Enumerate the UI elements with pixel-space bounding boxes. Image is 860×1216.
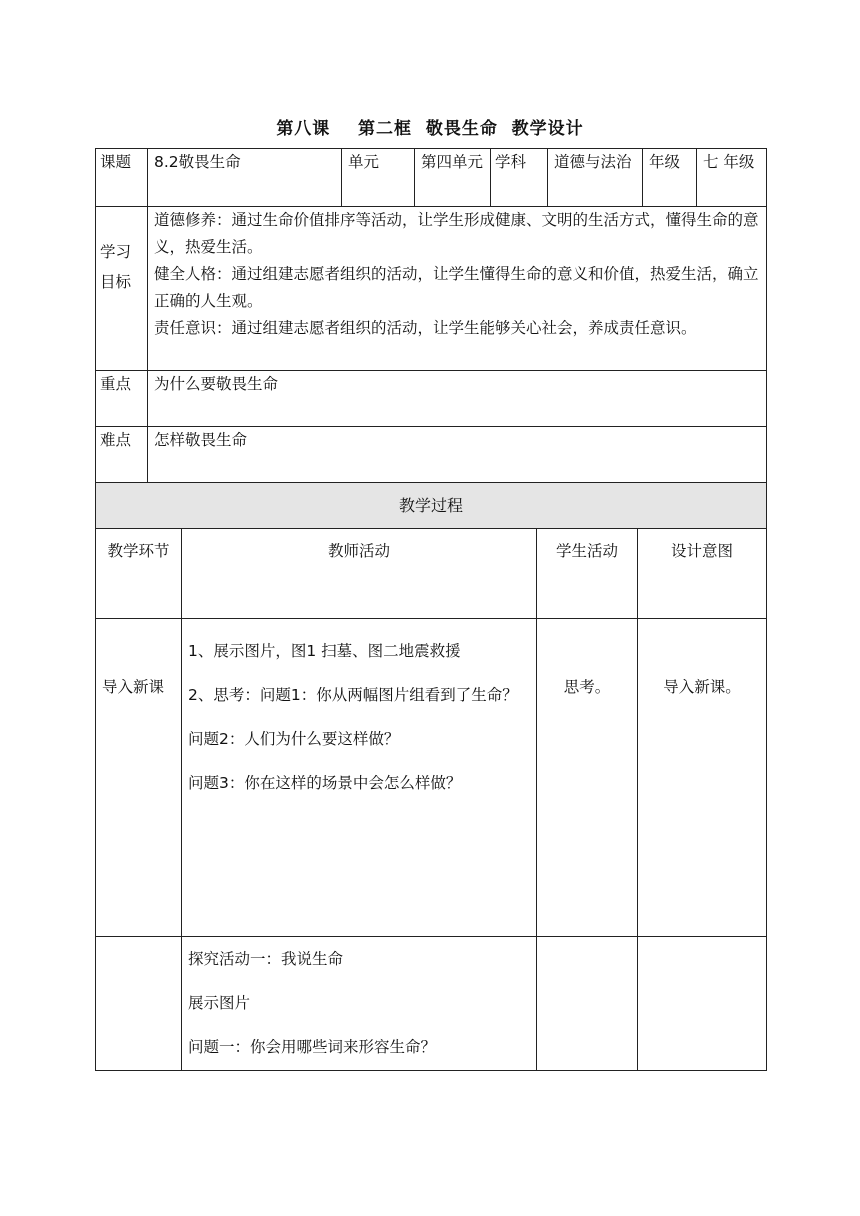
teacher-line: 1、展示图片，图1 扫墓、图二地震救援 bbox=[188, 642, 461, 660]
student-activity-cell bbox=[537, 937, 638, 1071]
teaching-process-table bbox=[95, 482, 767, 1071]
column-header-stage: 教学环节 bbox=[96, 529, 182, 619]
teacher-line: 问题3：你在这样的场景中会怎么样做？ bbox=[188, 774, 462, 792]
goals-content bbox=[148, 207, 767, 371]
teacher-activity-cell bbox=[182, 937, 537, 1071]
process-header: 教学过程 bbox=[96, 483, 767, 529]
teacher-line: 问题2：人们为什么要这样做？ bbox=[188, 730, 400, 748]
column-header-intent: 设计意图 bbox=[638, 529, 767, 619]
stage-cell: 导入新课 bbox=[96, 619, 182, 937]
teacher-line: 展示图片 bbox=[188, 994, 251, 1012]
goals-label: 学习目标 bbox=[96, 207, 148, 371]
goal-line: 健全人格：通过组建志愿者组织的活动，让学生懂得生命的意义和价值，热爱生活，确立正确的人生观。 bbox=[154, 265, 759, 310]
student-activity-cell: 思考。 bbox=[537, 619, 638, 937]
subject-value: 道德与法治 bbox=[548, 149, 643, 207]
grade-value: 七 年级 bbox=[697, 149, 767, 207]
unit-label: 单元 bbox=[342, 149, 415, 207]
column-header-teacher: 教师活动 bbox=[182, 529, 537, 619]
difficulty-label: 难点 bbox=[96, 427, 148, 483]
grade-label: 年级 bbox=[643, 149, 697, 207]
lesson-info-table bbox=[95, 148, 767, 483]
topic-label: 课题 bbox=[96, 149, 148, 207]
column-header-student: 学生活动 bbox=[537, 529, 638, 619]
goal-line: 道德修养：通过生命价值排序等活动，让学生形成健康、文明的生活方式，懂得生命的意义，热爱生活。 bbox=[154, 211, 759, 256]
stage-cell bbox=[96, 937, 182, 1071]
subject-label: 学科 bbox=[491, 149, 548, 207]
document-title: 第八课 第二框 敬畏生命 教学设计 bbox=[276, 119, 584, 139]
goal-line: 责任意识：通过组建志愿者组织的活动，让学生能够关心社会，养成责任意识。 bbox=[154, 319, 697, 337]
teacher-line: 问题一：你会用哪些词来形容生命？ bbox=[188, 1038, 437, 1056]
key-point-value: 为什么要敬畏生命 bbox=[148, 371, 767, 427]
design-intent-cell: 导入新课。 bbox=[638, 619, 767, 937]
teacher-line: 探究活动一：我说生命 bbox=[188, 950, 344, 968]
unit-value: 第四单元 bbox=[415, 149, 491, 207]
topic-value: 8.2敬畏生命 bbox=[148, 149, 342, 207]
teacher-line: 2、思考：问题1：你从两幅图片组看到了生命？ bbox=[188, 686, 518, 704]
difficulty-value: 怎样敬畏生命 bbox=[148, 427, 767, 483]
design-intent-cell bbox=[638, 937, 767, 1071]
key-point-label: 重点 bbox=[96, 371, 148, 427]
teacher-activity-cell bbox=[182, 619, 537, 937]
